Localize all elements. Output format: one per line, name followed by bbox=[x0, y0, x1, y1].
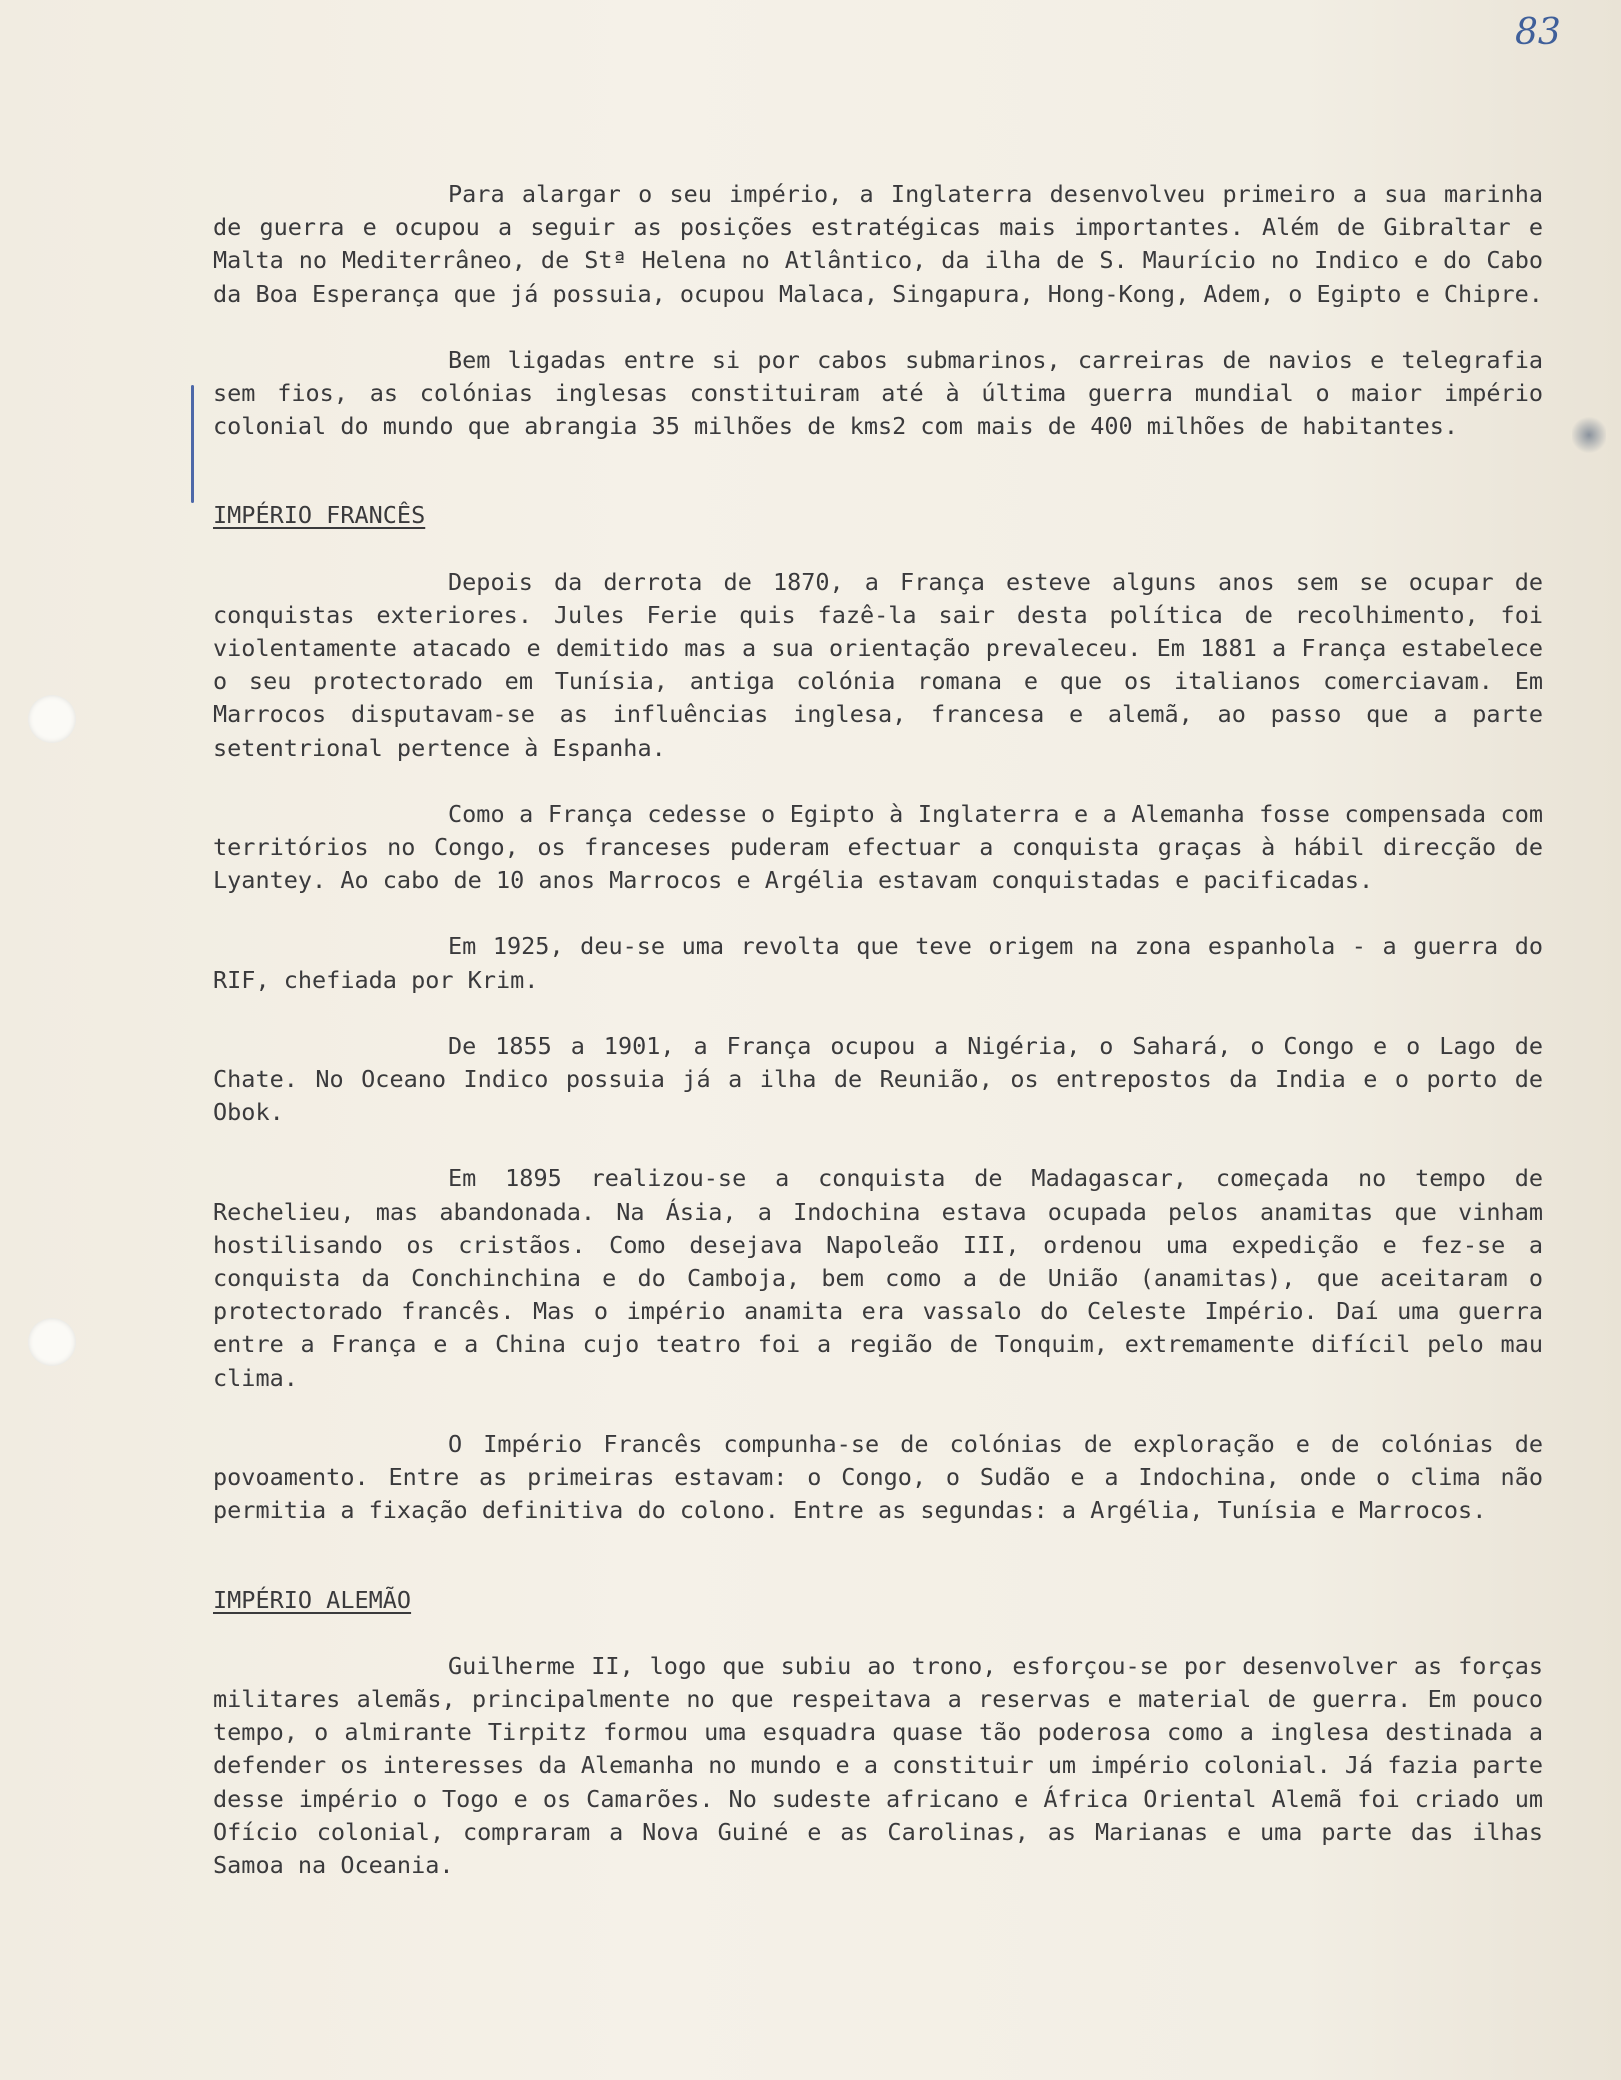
margin-mark bbox=[191, 385, 194, 503]
paragraph: O Império Francês compunha-se de colónias de exploração e de colónias de povoamento. Entre as primeiras estavam: o Congo, o Sudão e a Indochina, onde o clima não permitia a fixação definitiva do colono. Entre as segundas: a Argélia, Tunísia e Marrocos. bbox=[213, 1429, 1543, 1525]
paragraph: Para alargar o seu império, a Inglaterra desenvolveu primeiro a sua marinha de guerra e ocupou a seguir as posições estratégicas mais importantes. Além de Gibraltar e Malta no Mediterrâneo, de Stª Helena no Atlântico, da ilha de S. Maurício no Indico e do Cabo da Boa Esperança que já possuia, ocupou Malaca, Singapura, Hong-Kong, Adem, o Egipto e Chipre. bbox=[213, 180, 1543, 308]
punch-hole-top bbox=[28, 695, 76, 743]
ink-smudge bbox=[1572, 415, 1606, 455]
paragraph: Depois da derrota de 1870, a França esteve alguns anos sem se ocupar de conquistas exteriores. Jules Ferie quis fazê-la sair desta política de recolhimento, foi violentamente atacado e demitido mas a sua orientação prevaleceu. Em 1881 a França estabelece o seu protectorado em Tunísia, antiga colónia romana e que os italianos comerciavam. Em Marrocos disputavam-se as influências inglesa, francesa e alemã, ao passo que a parte setentrional pertence à Espanha. bbox=[213, 567, 1543, 762]
document-body bbox=[213, 178, 1543, 1915]
paragraph: De 1855 a 1901, a França ocupou a Nigéria, o Sahará, o Congo e o Lago de Chate. No Oceano Indico possuia já a ilha de Reunião, os entrepostos da India e o porto de Obok. bbox=[213, 1031, 1543, 1127]
paragraph: Como a França cedesse o Egipto à Inglaterra e a Alemanha fosse compensada com territórios no Congo, os franceses puderam efectuar a conquista graças à hábil direcção de Lyantey. Ao cabo de 10 anos Marrocos e Argélia estavam conquistadas e pacificadas. bbox=[213, 799, 1543, 895]
page-number: 83 bbox=[1515, 12, 1561, 53]
paragraph: Guilherme II, logo que subiu ao trono, esforçou-se por desenvolver as forças militares alemãs, principalmente no que respeitava a reservas e material de guerra. Em pouco tempo, o almirante Tirpitz formou uma esquadra quase tão poderosa como a inglesa destinada a defender os interesses da Alemanha no mundo e a constituir um império colonial. Já fazia parte desse império o Togo e os Camarões. No sudeste africano e África Oriental Alemã foi criado um Ofício colonial, compraram a Nova Guiné e as Carolinas, as Marianas e uma parte das ilhas Samoa na Oceania. bbox=[213, 1651, 1543, 1879]
paragraph: Em 1925, deu-se uma revolta que teve origem na zona espanhola - a guerra do RIF, chefiada por Krim. bbox=[213, 932, 1543, 994]
paragraph: Bem ligadas entre si por cabos submarinos, carreiras de navios e telegrafia sem fios, as colónias inglesas constituiram até à última guerra mundial o maior império colonial do mundo que abrangia 35 milhões de kms2 com mais de 400 milhões de habitantes. bbox=[213, 345, 1543, 441]
punch-hole-bottom bbox=[28, 1318, 76, 1366]
section-heading: IMPÉRIO FRANCÊS bbox=[213, 501, 426, 530]
section-heading: IMPÉRIO ALEMÃO bbox=[213, 1585, 412, 1614]
paragraph: Em 1895 realizou-se a conquista de Madagascar, começada no tempo de Rechelieu, mas abandonada. Na Ásia, a Indochina estava ocupada pelos anamitas que vinham hostilisando os cristãos. Como desejava Napoleão III, ordenou uma expedição e fez-se a conquista da Conchinchina e do Camboja, bem como a de União (anamitas), que aceitaram o protectorado francês. Mas o império anamita era vassalo do Celeste Império. Daí uma guerra entre a França e a China cujo teatro foi a região de Tonquim, extremamente difícil pelo mau clima. bbox=[213, 1164, 1543, 1392]
